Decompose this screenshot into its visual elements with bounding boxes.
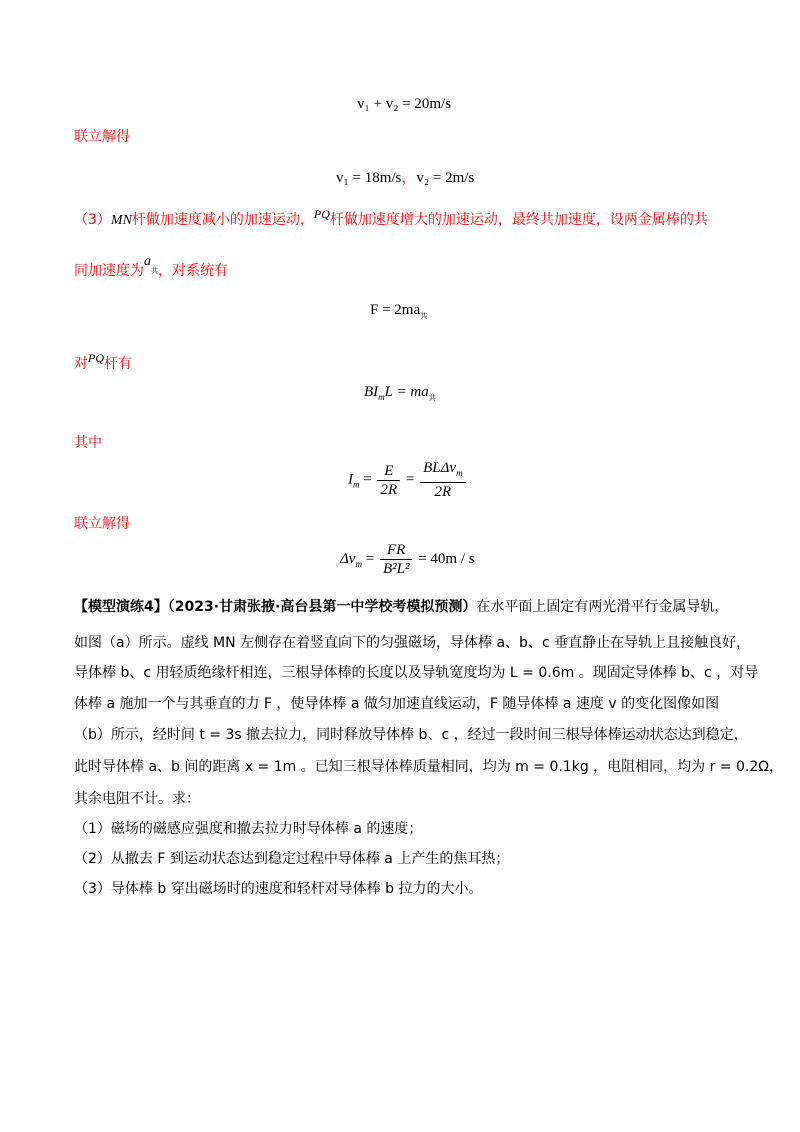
eq4-sub: m bbox=[378, 392, 385, 402]
problem-line-2: 如图（a）所示。虚线 MN 左侧存在着竖直向下的匀强磁场，导体棒 a、b、c 垂直静止在导轨上且接触良好， bbox=[74, 635, 751, 651]
problem-line-5: （b）所示，经时间 t = 3s 撤去拉力，同时释放导体棒 b、c ，经过一段时间三根导体棒运动状态达到稳定， bbox=[74, 727, 748, 743]
eq6-lhs-sub: m bbox=[355, 558, 362, 569]
problem-line-6: 此时导体棒 a、b 间的距离 x = 1m 。已知三根导体棒质量相同，均为 m = 0.1kg ，电阻相同，均为 r = 0.2Ω， bbox=[74, 759, 783, 775]
equation-velocity-results bbox=[336, 166, 474, 187]
problem-line-4: 体棒 a 施加一个与其垂直的力 F ，使导体棒 a 做匀加速直线运动，F 随导体棒 a 速度 v 的变化图像如图 bbox=[74, 696, 720, 712]
question-3: （3）导体棒 b 穿出磁场时的速度和轻杆对导体棒 b 拉力的大小。 bbox=[74, 881, 483, 897]
eq5-fraction-2 bbox=[420, 459, 465, 501]
problem-text-1: 在水平面上固定有两光滑平行金属导轨， bbox=[476, 599, 729, 615]
eq4-sub2: 共 bbox=[428, 394, 436, 402]
equation-delta-v: $\Delta v_m$ = $\frac{FR}{\text{B²L²}}$ = 40m / s bbox=[340, 542, 475, 577]
problem-line-1 bbox=[74, 598, 728, 616]
pq-symbol: PQ bbox=[313, 207, 330, 221]
pq-label-b: 杆有 bbox=[104, 356, 132, 372]
part3-text-b: 杆做加速度减小的加速运动， bbox=[131, 212, 314, 228]
equation-sum-velocities: v₁ + v₂ = 20m/s bbox=[357, 96, 452, 112]
part3-line2-text: 同加速度为 bbox=[74, 263, 144, 279]
eq3-main: F = 2ma bbox=[370, 302, 421, 318]
equation-current: $I_m$ = $\frac{E}{2R}$ = $\frac{BL\Delta v_m}{2R}$ bbox=[348, 459, 468, 501]
eq5-lhs: I bbox=[348, 471, 353, 488]
eq5-fraction-1 bbox=[377, 462, 400, 499]
eq5-f1-num: E bbox=[377, 462, 400, 481]
eq5-f2-den: 2R bbox=[434, 484, 452, 500]
equation-pq-force bbox=[364, 384, 436, 403]
eq5-f2-num: BLΔv bbox=[423, 460, 457, 476]
mn-symbol: MN bbox=[110, 213, 132, 228]
eq6-den: B²L² bbox=[382, 561, 410, 577]
part3-line1 bbox=[74, 207, 708, 230]
eq3-sub: 共 bbox=[420, 312, 428, 320]
pq-label-symbol: PQ bbox=[88, 351, 104, 365]
eq5-lhs-sub: m bbox=[353, 479, 360, 490]
eq4-bi: BI bbox=[364, 384, 379, 400]
joint-solve-label-2: 联立解得 bbox=[74, 516, 130, 532]
common-accel-symbol: a bbox=[144, 254, 151, 269]
part3-text-c: 杆做加速度增大的加速运动，最终共加速度，设两金属棒的共 bbox=[329, 212, 708, 228]
eq5-f1-den: 2R bbox=[380, 481, 398, 498]
part3-line2-text-b: ，对系统有 bbox=[158, 263, 228, 279]
question-2: （2）从撤去 F 到运动状态达到稳定过程中导体棒 a 上产生的焦耳热； bbox=[74, 851, 510, 867]
problem-line-7: 其余电阻不计。求： bbox=[74, 791, 200, 807]
part3-number: （3） bbox=[74, 212, 111, 228]
problem-source: （2023·甘肃张掖·高台县第一中学校考模拟预测） bbox=[167, 599, 477, 615]
eq4-rest: L = ma bbox=[384, 384, 429, 400]
equation-system-force bbox=[370, 302, 427, 321]
eq5-f2-num-sub: m bbox=[456, 468, 463, 478]
pq-rod-label bbox=[74, 351, 132, 373]
v2-result: v₂ = 2m/s bbox=[416, 170, 475, 186]
common-accel-sub: 共 bbox=[151, 266, 158, 275]
question-1: （1）磁场的磁感应强度和撤去拉力时导体棒 a 的速度； bbox=[74, 821, 423, 837]
joint-solve-label-1: 联立解得 bbox=[74, 129, 130, 145]
eq6-fraction bbox=[380, 541, 413, 578]
problem-line-3: 导体棒 b、c 用轻质绝缘杆相连，三根导体棒的长度以及导轨宽度均为 L = 0.6m 。现固定导体棒 b、c ，对导 bbox=[74, 665, 759, 681]
eq6-lhs: Δv bbox=[340, 550, 356, 567]
eq6-rhs: = 40m / s bbox=[418, 550, 475, 567]
where-label: 其中 bbox=[74, 435, 102, 451]
result-separator: ， bbox=[401, 168, 417, 186]
problem-tag: 【模型演练4】 bbox=[74, 599, 168, 615]
part3-line2 bbox=[74, 254, 228, 286]
eq6-num: FR bbox=[380, 541, 413, 560]
pq-label-a: 对 bbox=[74, 356, 88, 372]
v1-result: v₁ = 18m/s bbox=[336, 170, 402, 186]
